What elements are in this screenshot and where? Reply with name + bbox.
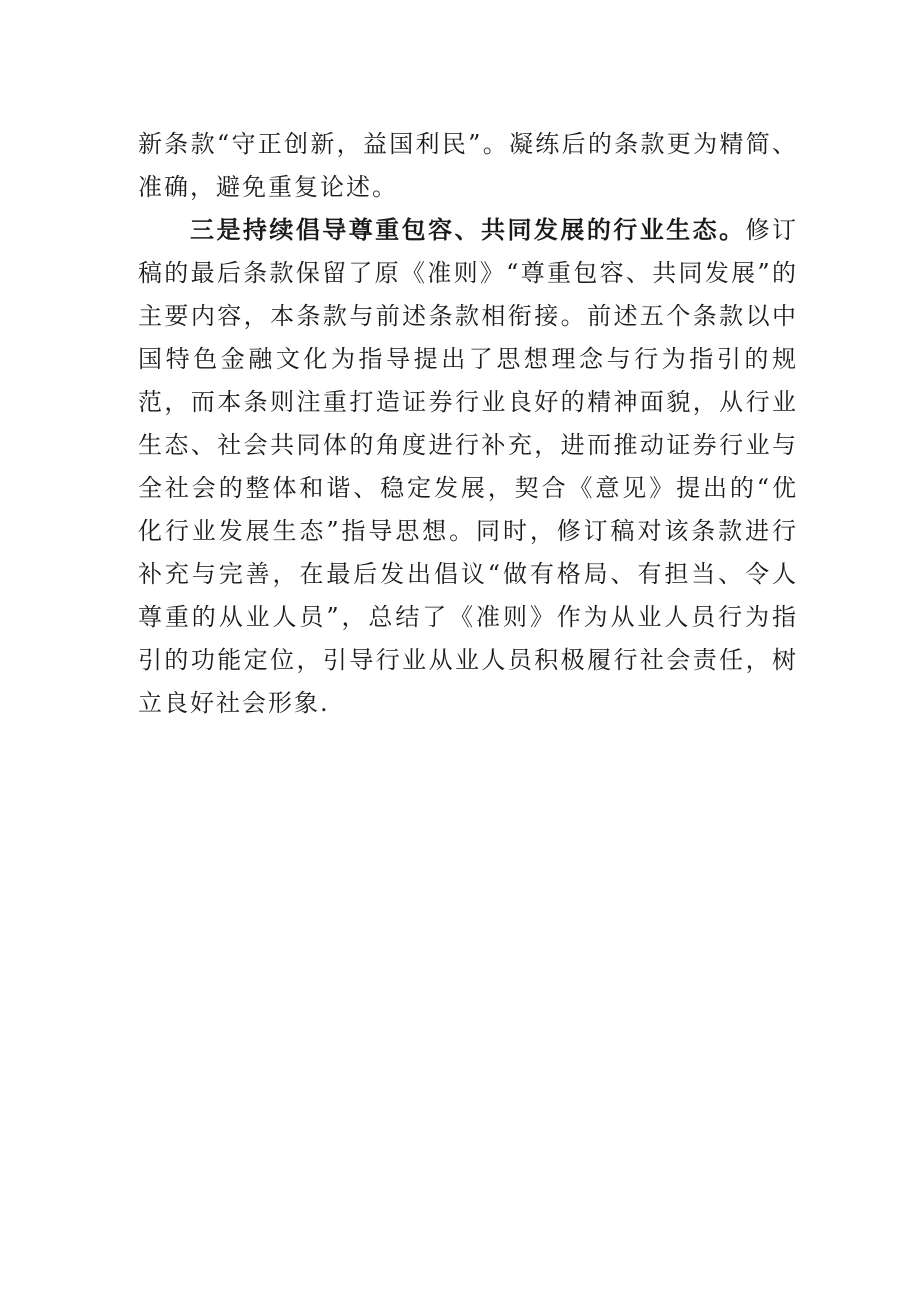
paragraph-2-lead-sentence: 三是持续倡导尊重包容、共同发展的行业生态。 (190, 216, 746, 244)
document-body (138, 123, 798, 725)
paragraph-1-text: 新条款“守正创新，益国利民”。凝练后的条款更为精简、准确，避免重复论述。 (138, 130, 798, 201)
paragraph-ecosystem (138, 209, 798, 725)
paragraph-continuation (138, 123, 798, 209)
paragraph-2-body: 修订稿的最后条款保留了原《准则》“尊重包容、共同发展”的主要内容，本条款与前述条款相衔接。前述五个条款以中国特色金融文化为指导提出了思想理念与行为指引的规范，而本条则注重打造证券行业良好的精神面貌，从行业生态、社会共同体的角度进行补充，进而推动证券行业与全社会的整体和谐、稳定发展，契合《意见》提出的“优化行业发展生态”指导思想。同时，修订稿对该条款进行补充与完善，在最后发出倡议“做有格局、有担当、令人尊重的从业人员”，总结了《准则》作为从业人员行为指引的功能定位，引导行业从业人员积极履行社会责任，树立良好社会形象. (138, 216, 799, 717)
